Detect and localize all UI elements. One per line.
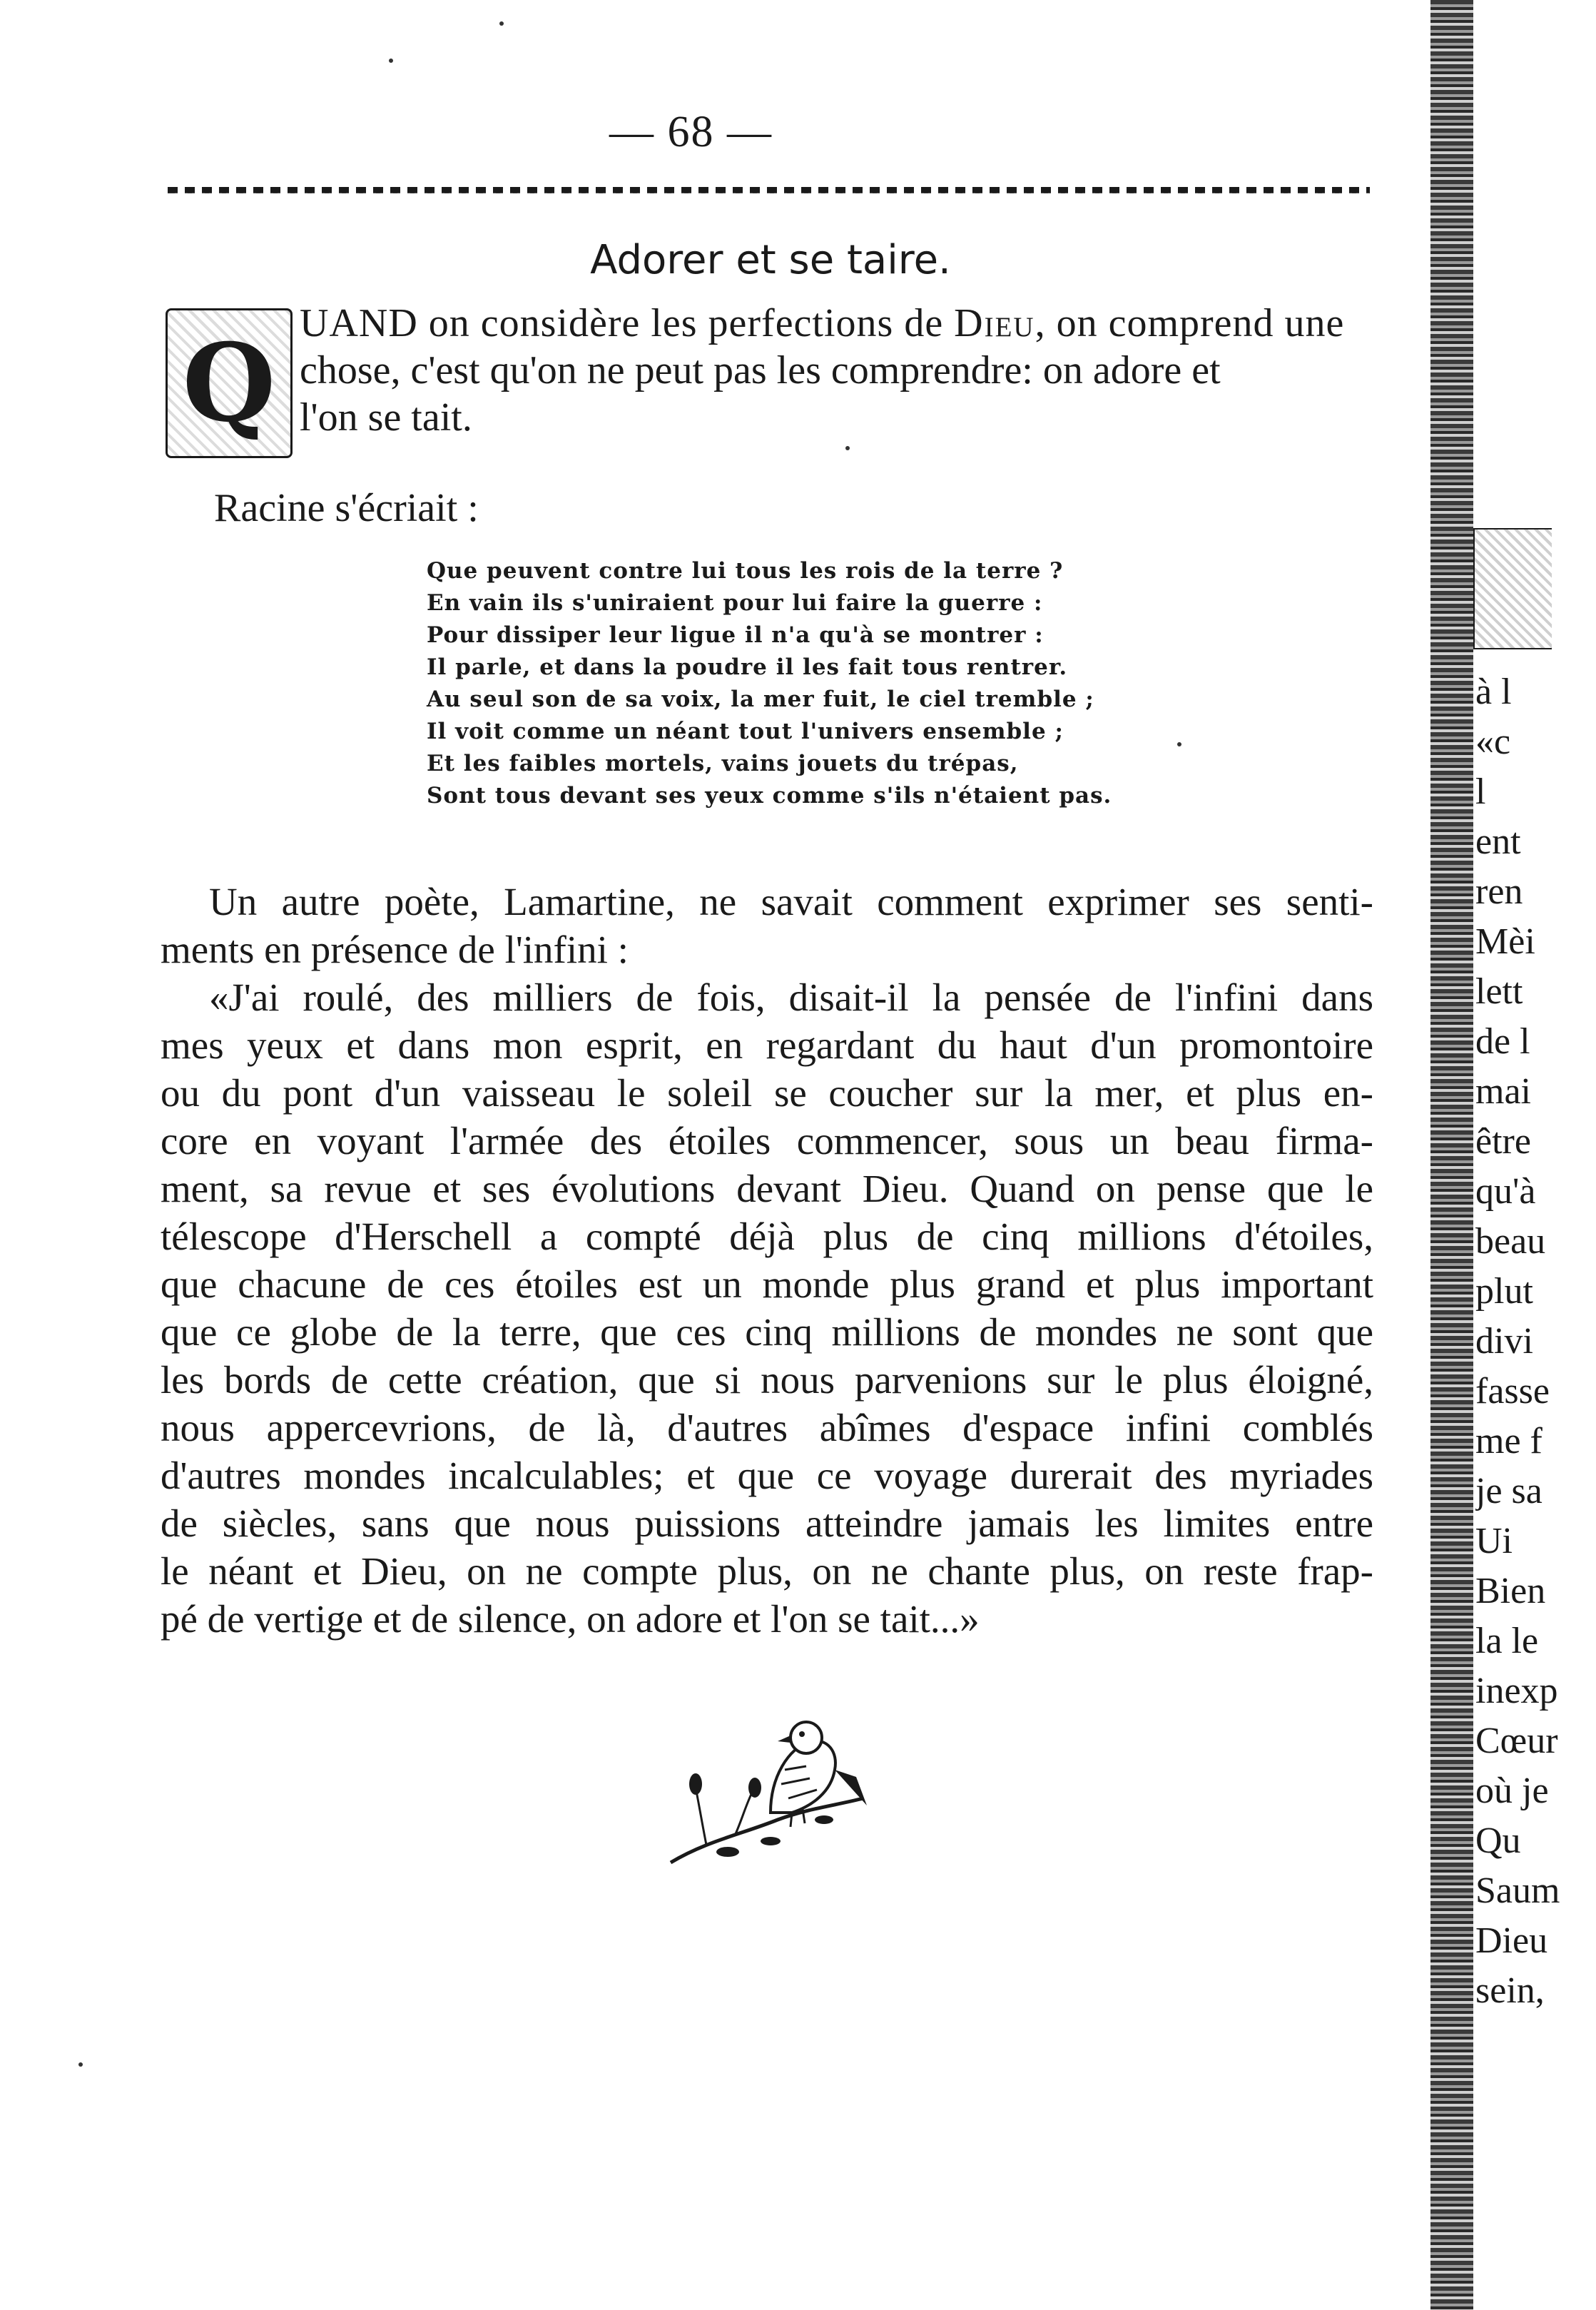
body-line: ments en présence de l'infini : [161,928,629,971]
bird-on-branch-vignette [664,1698,870,1884]
print-speck [1177,742,1181,746]
adjacent-page-fragment [1470,0,1596,2310]
poem-line: Que peuvent contre lui tous les rois de la terre ? [427,558,1064,584]
racine-line: Racine s'écriait : [214,486,479,530]
fragment-line: je sa [1475,1471,1542,1511]
fragment-line: Bien [1475,1571,1546,1611]
poem-line: Au seul son de sa voix, la mer fuit, le ciel tremble ; [427,687,1094,712]
body-line: core en voyant l'armée des étoiles commencer, sous un beau firma- [161,1119,1373,1162]
print-speck [499,21,504,26]
fragment-line: où je [1475,1771,1549,1811]
poem-line: En vain ils s'uniraient pour lui faire la guerre : [427,590,1043,616]
fragment-line: sein, [1475,1970,1545,2011]
print-speck [389,59,393,63]
binding-gutter [1430,0,1473,2310]
decorated-initial: Q [166,308,293,458]
ornamental-rule [168,187,1370,203]
body-paragraph [161,878,1373,1643]
intro-line-3: l'on se tait. [300,395,472,440]
fragment-line: fasse [1475,1371,1550,1412]
dieu-small-caps: Dieu [954,301,1035,345]
poem-line: Il parle, et dans la poudre il les fait tous rentrer. [427,654,1068,680]
fragment-line: de l [1475,1021,1530,1062]
page-number: — 68 — [609,108,773,156]
fragment-line: être [1475,1121,1531,1162]
fragment-line: Qu [1475,1820,1521,1861]
fragment-line: Mèi [1475,921,1535,962]
fragment-line: me f [1475,1421,1542,1462]
fragment-line: la le [1475,1621,1539,1661]
body-line: que ce globe de la terre, que ces cinq millions de mondes ne sont que [161,1310,1373,1354]
fragment-line: plut [1475,1271,1533,1312]
fragment-line: «c [1475,721,1511,762]
fragment-line: Ui [1475,1521,1513,1561]
body-line: les bords de cette création, que si nous parvenions sur le plus éloigné, [161,1358,1373,1402]
poem-quote [427,555,1112,812]
body-line: que chacune de ces étoiles est un monde plus grand et plus important [161,1262,1373,1306]
fragment-line: Saum [1475,1870,1560,1911]
poem-line: Sont tous devant ses yeux comme s'ils n'étaient pas. [427,783,1112,809]
fragment-line: Dieu [1475,1920,1548,1961]
print-speck [78,2062,83,2067]
body-line: ment, sa revue et ses évolutions devant Dieu. Quand on pense que le [161,1167,1373,1210]
fragment-line: inexp [1475,1671,1558,1711]
body-line: nous appercevrions, de là, d'autres abîmes d'espace infini comblés [161,1406,1373,1449]
intro-line-1: UAND on considère les perfections de Dieu, on comprend une [300,301,1345,345]
section-title: Adorer et se taire. [590,237,951,283]
body-line: pé de vertige et de silence, on adore et l'on se tait...» [161,1597,980,1641]
fragment-line: beau [1475,1221,1546,1262]
print-speck [845,446,850,450]
body-line: mes yeux et dans mon esprit, en regardant du haut d'un promontoire [161,1023,1373,1067]
body-line: d'autres mondes incalculables; et que ce voyage durerait des myriades [161,1454,1373,1497]
body-line: télescope d'Herschell a compté déjà plus de cinq millions d'étoiles, [161,1215,1373,1258]
poem-line: Pour dissiper leur ligue il n'a qu'à se montrer : [427,622,1044,648]
fragment-line: ren [1475,871,1523,912]
fragment-line: divi [1475,1321,1533,1362]
fragment-line: mai [1475,1071,1531,1112]
poem-line: Il voit comme un néant tout l'univers ensemble ; [427,719,1064,744]
body-line: «J'ai roulé, des milliers de fois, disait-il la pensée de l'infini dans [209,976,1373,1019]
body-line: ou du pont d'un vaisseau le soleil se coucher sur la mer, et plus en- [161,1071,1373,1115]
poem-line: Et les faibles mortels, vains jouets du trépas, [427,751,1019,776]
fragment-line: qu'à [1475,1171,1536,1212]
fragment-line: l [1475,771,1486,812]
fragment-line: lett [1475,971,1523,1012]
body-line: Un autre poète, Lamartine, ne savait comment exprimer ses senti- [209,880,1373,923]
fragment-line: ent [1475,821,1521,862]
intro-paragraph [300,300,1384,441]
body-line: le néant et Dieu, on ne compte plus, on ne chante plus, on reste frap- [161,1549,1373,1593]
body-line: de siècles, sans que nous puissions atteindre jamais les limites entre [161,1501,1373,1545]
fragment-line: Cœur [1475,1721,1558,1761]
fragment-line: à l [1475,672,1512,712]
intro-line-2: chose, c'est qu'on ne peut pas les comprendre: on adore et [300,348,1221,392]
